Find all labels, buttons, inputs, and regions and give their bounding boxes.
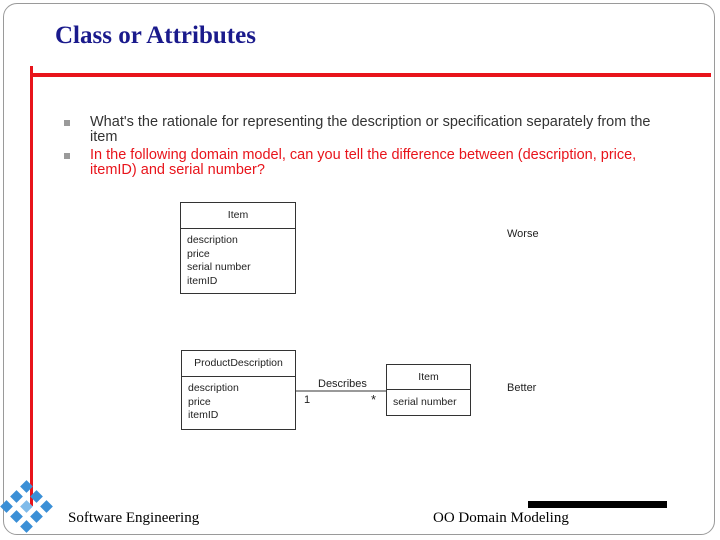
left-red-rule (30, 66, 33, 506)
better-label: Better (507, 382, 537, 394)
title-underline (30, 73, 711, 77)
uml-class-name: Item (387, 365, 470, 390)
uml-attribute: description (188, 382, 239, 394)
uml-attribute: serial number (187, 261, 251, 273)
uml-attribute-list (387, 390, 470, 410)
footer-topic: OO Domain Modeling (433, 510, 569, 526)
uml-attribute: price (188, 395, 211, 408)
bullet-item (62, 115, 662, 145)
uml-class-productdescription (181, 350, 296, 430)
uml-attribute-list (182, 377, 295, 423)
uml-attribute-list (181, 229, 295, 288)
uml-class-item-better (386, 364, 471, 416)
uml-class-name: ProductDescription (182, 351, 295, 377)
uml-class-name: Item (181, 203, 295, 229)
diamond-logo-icon (0, 476, 64, 536)
association-label: Describes (318, 378, 367, 390)
footer-course-title: Software Engineering (68, 510, 200, 526)
bullet-marker (64, 120, 70, 126)
bullet-marker (64, 153, 70, 159)
uml-attribute: description (187, 234, 238, 246)
bullet-text: In the following domain model, can you tell the difference between (description, price, itemID) and serial number? (90, 147, 637, 178)
bullet-text: What's the rationale for representing the description or specification separately from the item (90, 114, 651, 145)
multiplicity-left: 1 (304, 394, 311, 406)
bullet-list (62, 115, 662, 181)
uml-attribute: itemID (188, 409, 219, 421)
slide-title: Class or Attributes (55, 22, 256, 49)
bullet-item (62, 148, 662, 178)
worse-label: Worse (507, 228, 539, 240)
footer-bar (528, 501, 667, 508)
uml-attribute: serial number (393, 396, 457, 408)
uml-attribute: itemID (187, 274, 218, 287)
uml-attribute: price (187, 247, 210, 260)
uml-class-item-worse (180, 202, 296, 294)
multiplicity-right: * (371, 392, 377, 407)
